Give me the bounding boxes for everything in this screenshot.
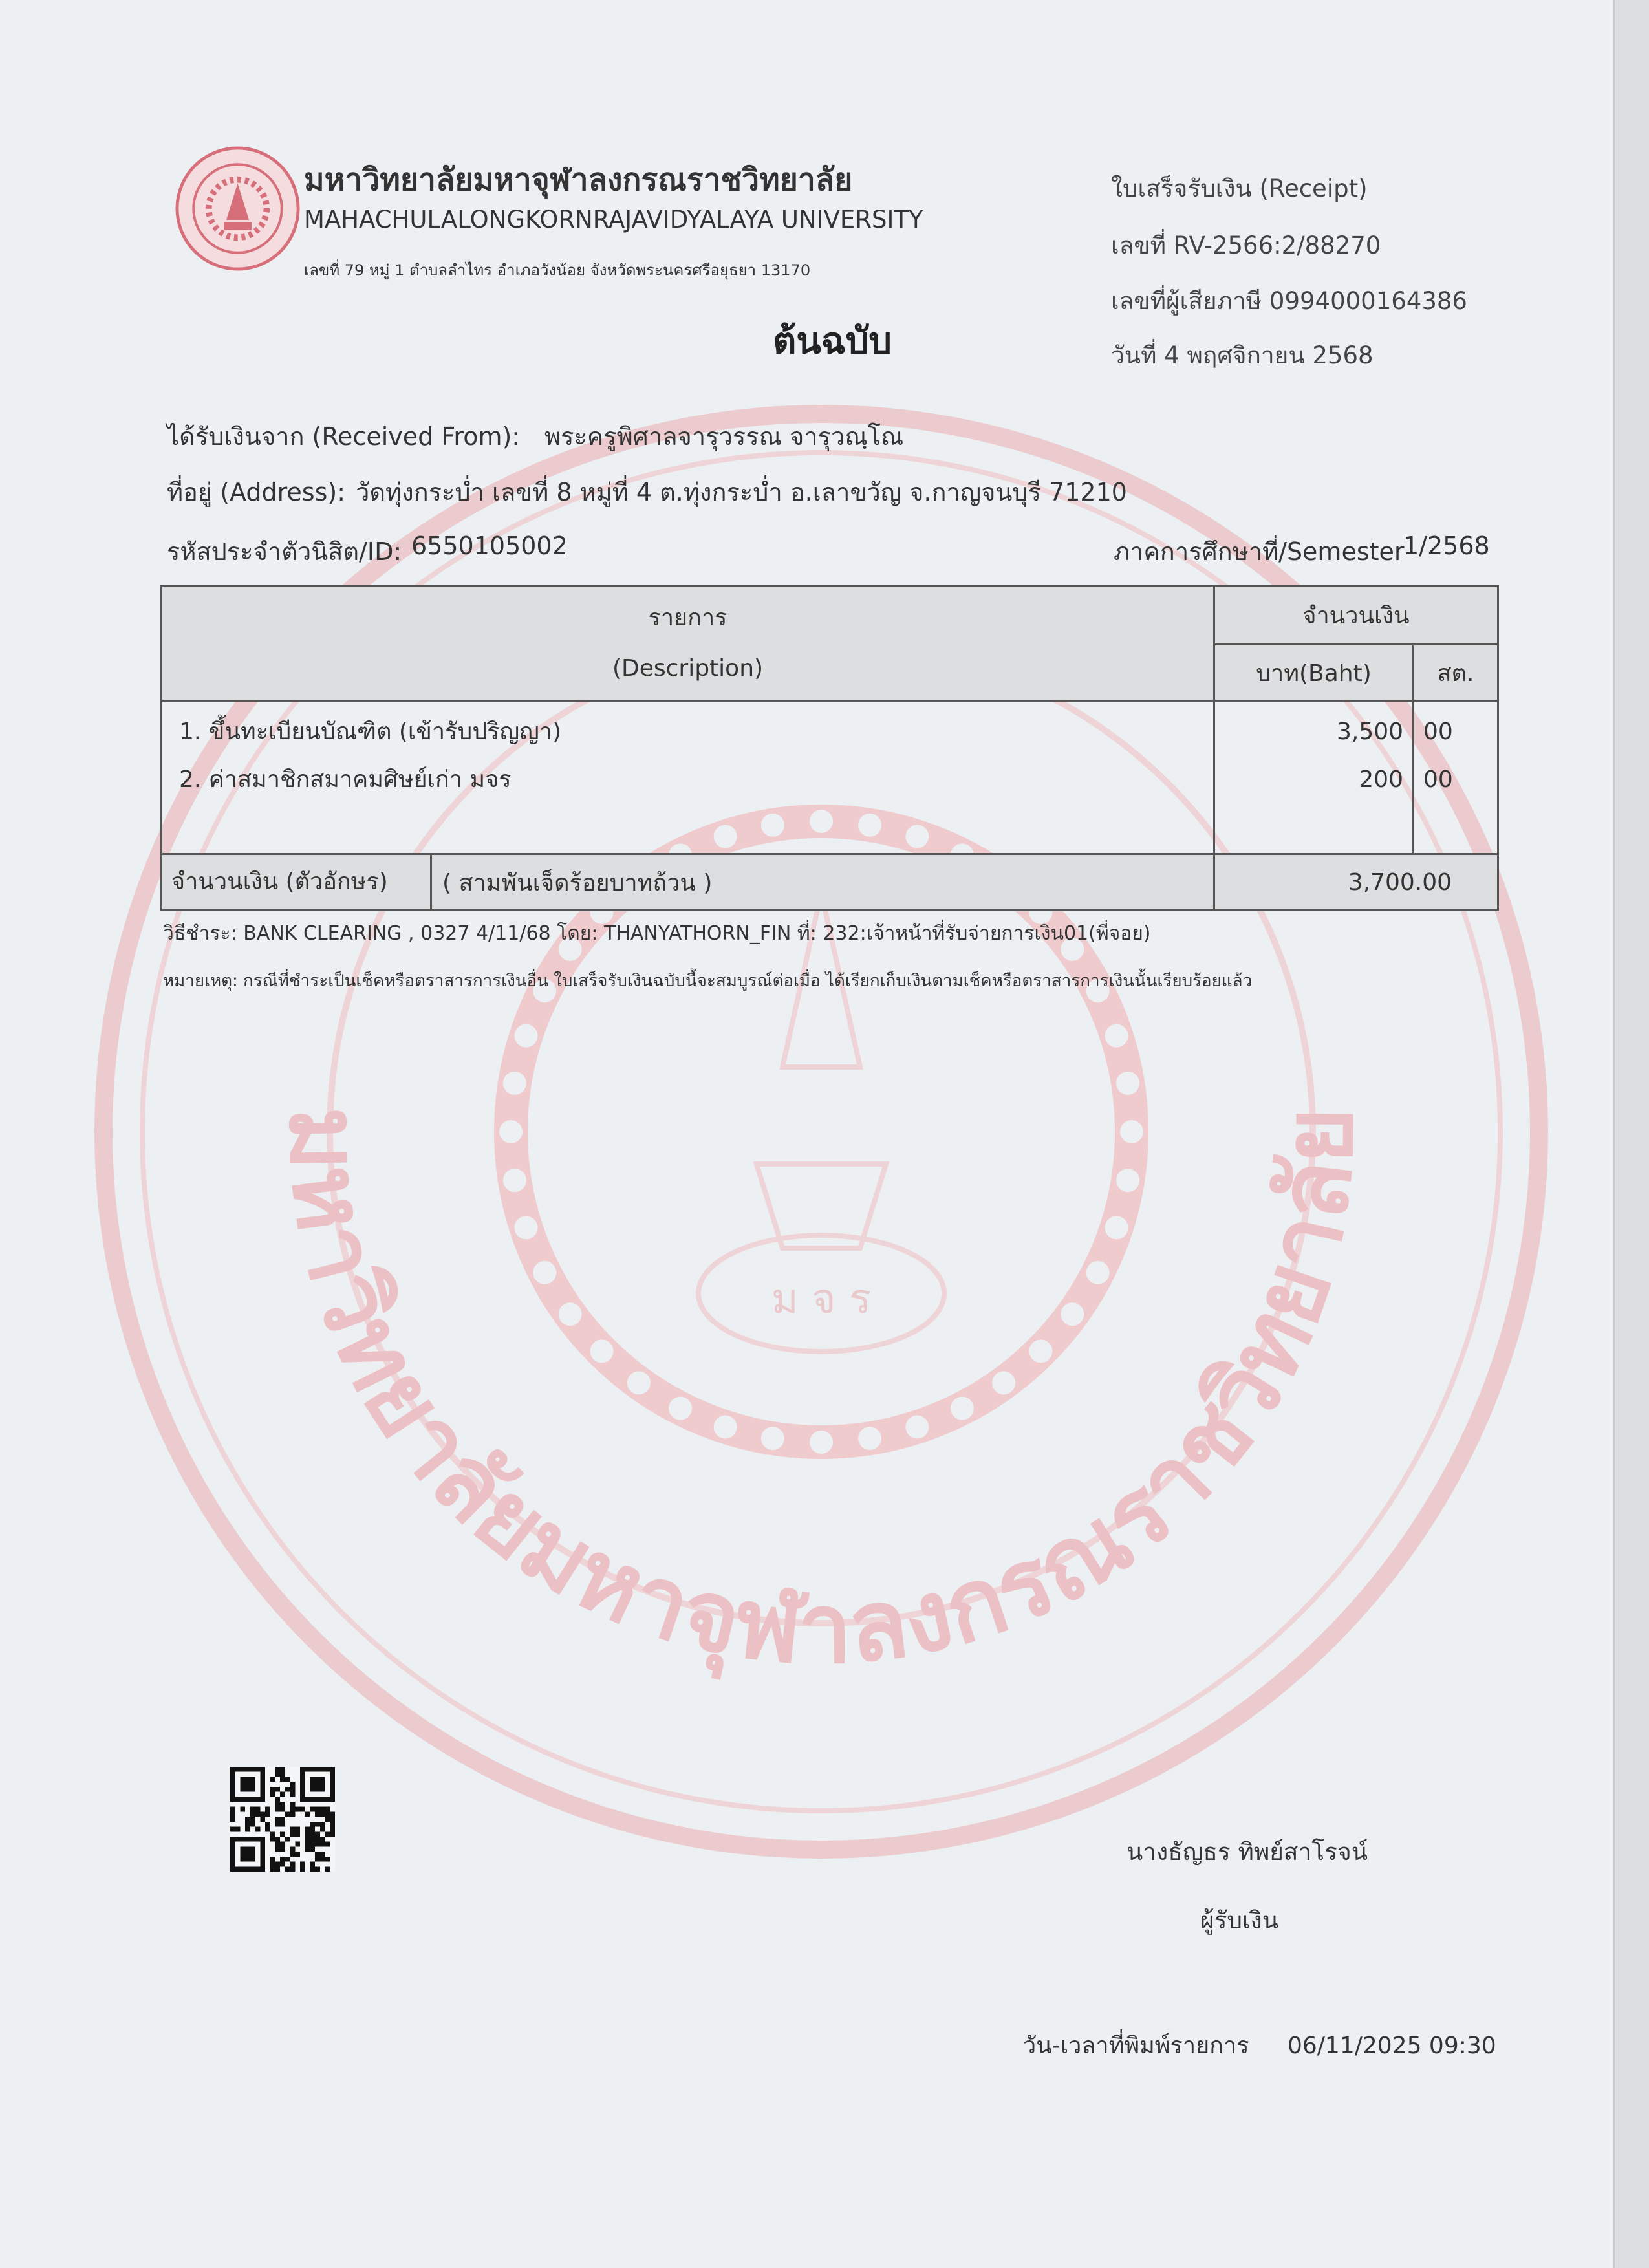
qr-module	[330, 1822, 335, 1827]
remark-line: หมายเหตุ: กรณีที่ชำระเป็นเช็คหรือตราสารการเงินอื่น ใบเสร็จรับเงินฉบับนี้จะสมบูรณ์ต่อเมื่อ ได้เรียกเก็บเงินตามเช็คหรือตราสารการเงินนั้นเรียบร้อยแล้ว	[163, 971, 1253, 991]
seal-dot	[514, 1216, 537, 1239]
item-satang: 00	[1423, 718, 1453, 745]
qr-module	[315, 1852, 320, 1857]
university-logo	[175, 146, 301, 272]
seal-center-text: ม จ ร	[771, 1275, 872, 1323]
table-row: 1. ขึ้นทะเบียนบัณฑิต (เข้ารับปริญญา)	[179, 718, 562, 745]
print-time-value: 06/11/2025 09:30	[1287, 2033, 1496, 2059]
university-address: เลขที่ 79 หมู่ 1 ตำบลลำไทร อำเภอวังน้อย จังหวัดพระนครศรีอยุธยา 13170	[304, 261, 811, 279]
qr-module	[270, 1777, 275, 1782]
qr-module	[305, 1831, 310, 1837]
qr-module	[295, 1852, 300, 1857]
qr-module	[320, 1827, 325, 1832]
qr-module	[325, 1857, 330, 1862]
print-timestamp	[1023, 2027, 1496, 2064]
seal-dot	[1105, 1216, 1128, 1239]
qr-module	[295, 1842, 300, 1847]
qr-module	[305, 1837, 310, 1842]
qr-module	[255, 1811, 261, 1817]
qr-module	[325, 1842, 330, 1847]
seal-ring-text	[267, 1106, 1375, 1686]
semester-label: ภาคการศึกษาที่/Semester	[1114, 537, 1405, 566]
receipt-date: วันที่ 4 พฤศจิกายน 2568	[1111, 341, 1374, 369]
qr-module	[290, 1802, 296, 1807]
qr-module	[320, 1857, 325, 1862]
qr-module	[285, 1866, 290, 1872]
qr-module	[230, 1817, 235, 1822]
qr-module	[245, 1817, 250, 1822]
receipt-title: ใบเสร็จรับเงิน (Receipt)	[1111, 175, 1368, 202]
qr-module	[315, 1811, 320, 1817]
qr-module	[310, 1846, 315, 1852]
qr-module	[275, 1817, 280, 1822]
seal-dot	[1116, 1169, 1139, 1192]
qr-module	[320, 1807, 325, 1812]
qr-module	[310, 1822, 315, 1827]
qr-module	[280, 1802, 285, 1807]
qr-module	[290, 1782, 296, 1787]
qr-module	[270, 1831, 275, 1837]
qr-module	[315, 1857, 320, 1862]
student-id-label: รหัสประจำตัวนิสิต/ID:	[167, 537, 402, 566]
qr-module	[320, 1811, 325, 1817]
description-header-english: (Description)	[612, 654, 764, 682]
qr-module	[310, 1807, 315, 1812]
description-header-thai: รายการ	[648, 604, 727, 631]
qr-module	[235, 1827, 241, 1832]
university-name-english: MAHACHULALONGKORNRAJAVIDYALAYA UNIVERSITY	[304, 206, 923, 233]
qr-module	[290, 1792, 296, 1797]
table-body-row	[162, 701, 1498, 854]
qr-module	[325, 1866, 330, 1872]
qr-module	[275, 1797, 280, 1802]
qr-module	[305, 1846, 310, 1852]
qr-module	[310, 1862, 315, 1867]
qr-module	[305, 1811, 310, 1817]
satang-header: สต.	[1414, 645, 1498, 701]
qr-module	[250, 1822, 255, 1827]
qr-module	[305, 1827, 310, 1832]
qr-module	[290, 1811, 296, 1817]
qr-module	[265, 1827, 270, 1832]
seal-dot	[669, 1397, 692, 1420]
qr-module	[275, 1837, 280, 1842]
seal-dot	[503, 1169, 526, 1192]
total-row	[162, 854, 1498, 911]
qr-module	[275, 1767, 280, 1772]
seal-ring-text-path: มหาวิทยาลัยมหาจุฬาลงกรณราชวิทยาลัย	[267, 1106, 1375, 1686]
qr-module	[290, 1831, 296, 1837]
qr-module	[285, 1857, 290, 1862]
qr-module	[245, 1827, 250, 1832]
qr-module	[310, 1842, 315, 1847]
seal-dot	[951, 1397, 974, 1420]
seal-dot	[1029, 1339, 1052, 1363]
qr-module	[270, 1866, 275, 1872]
qr-module	[240, 1777, 255, 1791]
qr-module	[265, 1822, 270, 1827]
qr-module	[275, 1822, 280, 1827]
received-from-label: ได้รับเงินจาก (Received From):	[167, 422, 521, 451]
qr-module	[310, 1827, 315, 1832]
total-amount: 3,700.00	[1214, 854, 1498, 911]
qr-module	[285, 1811, 290, 1817]
table-row: 2. ค่าสมาชิกสมาคมศิษย์เก่า มจร	[179, 766, 512, 793]
qr-module	[325, 1811, 330, 1817]
semester-value: 1/2568	[1403, 532, 1490, 560]
qr-module	[270, 1862, 275, 1867]
total-words-value: ( สามพันเจ็ดร้อยบาทถ้วน )	[442, 869, 713, 896]
seal-dot	[590, 1339, 614, 1363]
qr-module	[315, 1866, 320, 1872]
seal-dot	[627, 1371, 651, 1394]
seal-dot	[499, 1120, 523, 1143]
address-label: ที่อยู่ (Address):	[167, 478, 346, 506]
qr-module	[240, 1807, 245, 1812]
qr-module	[265, 1811, 270, 1817]
qr-module	[295, 1831, 300, 1837]
qr-module	[300, 1807, 305, 1812]
seal-dot	[1086, 1261, 1110, 1284]
qr-module	[280, 1777, 285, 1782]
qr-module	[315, 1837, 320, 1842]
seal-dot	[559, 1302, 582, 1326]
qr-module	[275, 1787, 280, 1792]
qr-module	[265, 1807, 270, 1812]
item-satang: 00	[1423, 766, 1453, 793]
qr-module	[280, 1772, 285, 1777]
qr-module	[290, 1807, 296, 1812]
qr-module	[275, 1772, 280, 1777]
qr-module	[275, 1862, 280, 1867]
item-baht-amounts	[1214, 701, 1414, 854]
qr-module	[275, 1866, 280, 1872]
qr-module	[290, 1787, 296, 1792]
qr-module	[260, 1817, 265, 1822]
qr-module	[275, 1807, 280, 1812]
total-words-cell	[162, 854, 1214, 911]
qr-module	[320, 1822, 325, 1827]
qr-module	[295, 1807, 300, 1812]
qr-module	[230, 1807, 235, 1812]
qr-module	[285, 1777, 290, 1782]
qr-module	[295, 1827, 300, 1832]
qr-module	[300, 1866, 305, 1872]
qr-module	[325, 1817, 330, 1822]
student-id-value: 6550105002	[411, 532, 568, 560]
seal-dot	[714, 1416, 737, 1439]
seal-dot	[533, 1261, 556, 1284]
address-value: วัดทุ่งกระบ่ำ เลขที่ 8 หมู่ที่ 4 ต.ทุ่งกระบ่ำ อ.เลาขวัญ จ.กาญจนบุรี 71210	[356, 478, 1127, 506]
qr-module	[290, 1827, 296, 1832]
signer-role: ผู้รับเงิน	[1200, 1906, 1279, 1934]
item-descriptions	[162, 701, 1214, 854]
qr-module	[315, 1807, 320, 1812]
item-baht: 3,500	[1336, 718, 1403, 745]
qr-module	[250, 1817, 255, 1822]
qr-module	[320, 1842, 325, 1847]
qr-module	[310, 1831, 315, 1837]
qr-module	[280, 1842, 285, 1847]
qr-module	[230, 1827, 235, 1832]
qr-module	[280, 1792, 285, 1797]
qr-module	[240, 1846, 255, 1861]
seal-dot	[1120, 1120, 1143, 1143]
print-time-label: วัน-เวลาที่พิมพ์รายการ	[1023, 2033, 1249, 2059]
qr-module	[290, 1862, 296, 1867]
qr-module	[315, 1831, 320, 1837]
qr-module	[310, 1866, 315, 1872]
seal-dot	[1061, 1302, 1084, 1326]
description-header	[162, 586, 1214, 701]
qr-module	[330, 1811, 335, 1817]
tax-id: เลขที่ผู้เสียภาษี 0994000164386	[1111, 287, 1467, 315]
qr-module	[280, 1807, 285, 1812]
item-baht: 200	[1359, 766, 1403, 793]
seal-dot	[761, 1427, 784, 1450]
qr-module	[300, 1862, 305, 1867]
signer-name: นางธัญธร ทิพย์สาโรจน์	[1126, 1838, 1368, 1866]
qr-module	[325, 1831, 330, 1837]
qr-module	[230, 1811, 235, 1817]
seal-dot	[503, 1072, 526, 1095]
seal-dot	[992, 1371, 1015, 1394]
qr-module	[270, 1787, 275, 1792]
seal-dot	[514, 1024, 537, 1048]
qr-module	[290, 1852, 296, 1857]
qr-module	[330, 1831, 335, 1837]
qr-module	[285, 1787, 290, 1792]
receipt-items-table	[160, 585, 1499, 911]
baht-header: บาท(Baht)	[1214, 645, 1414, 701]
qr-module	[280, 1817, 285, 1822]
qr-module	[255, 1827, 261, 1832]
seal-dot	[1105, 1024, 1128, 1048]
qr-module	[330, 1817, 335, 1822]
qr-module	[275, 1802, 280, 1807]
item-satang-amounts	[1414, 701, 1498, 854]
receipt-number: เลขที่ RV-2566:2/88270	[1111, 232, 1381, 259]
qr-module	[285, 1837, 290, 1842]
payment-method-line: วิธีชำระ: BANK CLEARING , 0327 4/11/68 โดย: THANYATHORN_FIN ที่: 232:เจ้าหน้าที่รับจ่ายการเงิน01(พี่จอย)	[163, 922, 1151, 945]
qr-module	[290, 1846, 296, 1852]
qr-module	[280, 1767, 285, 1772]
university-name-thai: มหาวิทยาลัยมหาจุฬาลงกรณราชวิทยาลัย	[304, 162, 853, 198]
qr-module	[280, 1831, 285, 1837]
qr-module	[325, 1807, 330, 1812]
amount-header: จำนวนเงิน	[1214, 586, 1498, 645]
qr-module	[330, 1827, 335, 1832]
qr-module	[250, 1807, 255, 1812]
qr-module	[270, 1792, 275, 1797]
qr-module	[310, 1777, 325, 1791]
original-copy-label: ต้นฉบับ	[773, 320, 892, 362]
qr-module	[280, 1846, 285, 1852]
qr-module	[250, 1811, 255, 1817]
qr-code	[230, 1767, 335, 1872]
qr-module	[315, 1842, 320, 1847]
qr-module	[275, 1842, 280, 1847]
qr-module	[275, 1846, 280, 1852]
seal-dot	[1116, 1072, 1139, 1095]
table-header-row	[162, 586, 1498, 645]
total-words-label: จำนวนเงิน (ตัวอักษร)	[162, 855, 432, 909]
qr-module	[305, 1842, 310, 1847]
qr-module	[245, 1822, 250, 1827]
qr-module	[320, 1852, 325, 1857]
qr-module	[315, 1822, 320, 1827]
qr-module	[280, 1862, 285, 1867]
seal-dot	[858, 1427, 881, 1450]
seal-dot	[810, 1431, 833, 1454]
qr-module	[260, 1811, 265, 1817]
qr-module	[255, 1807, 261, 1812]
qr-module	[320, 1837, 325, 1842]
qr-module	[280, 1857, 285, 1862]
qr-module	[280, 1822, 285, 1827]
qr-module	[310, 1837, 315, 1842]
qr-module	[270, 1837, 275, 1842]
received-from-value: พระครูพิศาลจารุวรรณ จารุวณฺโณ	[544, 422, 904, 451]
paper-edge	[1613, 0, 1649, 2268]
qr-module	[290, 1866, 296, 1872]
qr-module	[270, 1857, 275, 1862]
seal-dot	[905, 1416, 929, 1439]
